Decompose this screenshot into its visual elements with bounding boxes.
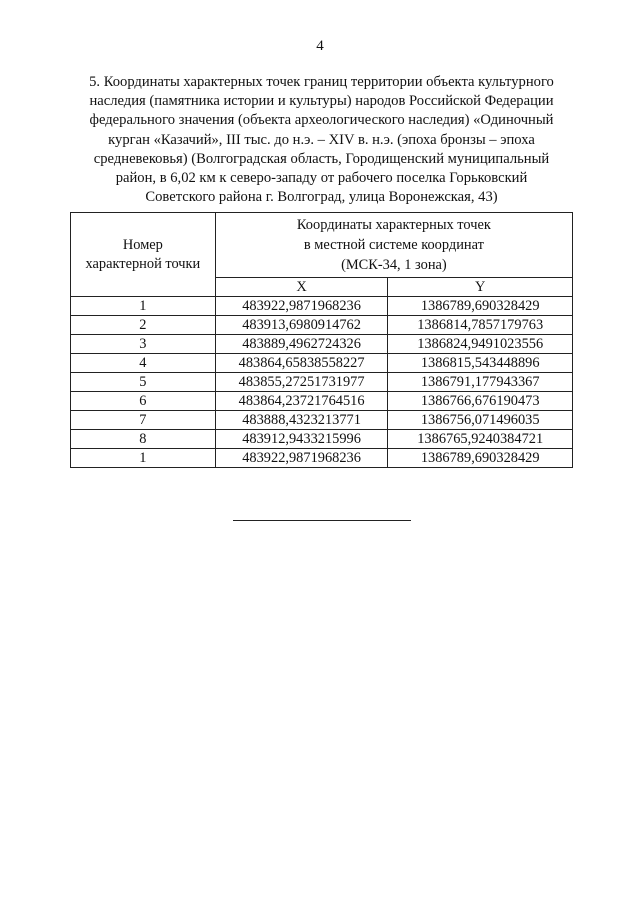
table-row (71, 316, 573, 335)
heading-line: Советского района г. Волгоград, улица Воронежская, 43) (145, 189, 498, 206)
point-number-cell: 1 (71, 297, 216, 316)
table-row (71, 297, 573, 316)
point-number-cell: 5 (71, 373, 216, 392)
point-number-header-line: характерной точки (85, 255, 201, 272)
point-number-cell: 2 (71, 316, 216, 335)
point-number-header-line: Номер (122, 236, 163, 253)
y-coordinate-cell: 1386765,9240384721 (388, 430, 573, 449)
x-coordinate-cell: 483922,9871968236 (215, 449, 388, 468)
x-coordinate-cell: 483864,23721764516 (215, 392, 388, 411)
table-row (71, 335, 573, 354)
coordinate-system-header-line: в местной системе координат (303, 237, 484, 253)
table-row (71, 354, 573, 373)
y-coordinate-cell: 1386815,543448896 (388, 354, 573, 373)
table-row (71, 373, 573, 392)
point-number-cell: 7 (71, 411, 216, 430)
y-coordinate-cell: 1386791,177943367 (388, 373, 573, 392)
point-number-cell: 8 (71, 430, 216, 449)
coordinate-system-header-line: (МСК-34, 1 зона) (341, 257, 447, 273)
point-number-cell: 6 (71, 392, 216, 411)
x-coordinate-cell: 483864,65838558227 (215, 354, 388, 373)
y-column-header: Y (388, 278, 573, 297)
heading-line: курган «Казачий», III тыс. до н.э. – XIV в. н.э. (эпоха бронзы – эпоха (108, 131, 535, 148)
document-heading (70, 73, 573, 207)
coordinate-system-header-line: Координаты характерных точек (296, 217, 491, 233)
table-row (71, 392, 573, 411)
point-number-cell: 1 (71, 449, 216, 468)
coordinate-system-header (215, 213, 572, 278)
heading-line: район, в 6,02 км к северо-западу от рабочего поселка Горьковский (115, 170, 528, 187)
x-coordinate-cell: 483888,4323213771 (215, 411, 388, 430)
point-number-header (71, 213, 216, 297)
table-row (71, 449, 573, 468)
y-coordinate-cell: 1386789,690328429 (388, 449, 573, 468)
x-coordinate-cell: 483922,9871968236 (215, 297, 388, 316)
coordinates-table (70, 212, 573, 468)
y-coordinate-cell: 1386756,071496035 (388, 411, 573, 430)
x-coordinate-cell: 483912,9433215996 (215, 430, 388, 449)
x-coordinate-cell: 483913,6980914762 (215, 316, 388, 335)
heading-line: наследия (памятника истории и культуры) народов Российской Федерации (89, 93, 554, 110)
point-number-cell: 3 (71, 335, 216, 354)
x-column-header: X (215, 278, 388, 297)
point-number-cell: 4 (71, 354, 216, 373)
y-coordinate-cell: 1386814,7857179763 (388, 316, 573, 335)
table-row (71, 430, 573, 449)
separator-line (233, 520, 411, 521)
y-coordinate-cell: 1386824,9491023556 (388, 335, 573, 354)
heading-line: средневековья) (Волгоградская область, Городищенский муниципальный (93, 150, 550, 167)
y-coordinate-cell: 1386766,676190473 (388, 392, 573, 411)
x-coordinate-cell: 483855,27251731977 (215, 373, 388, 392)
y-coordinate-cell: 1386789,690328429 (388, 297, 573, 316)
x-coordinate-cell: 483889,4962724326 (215, 335, 388, 354)
heading-line: 5. Координаты характерных точек границ территории объекта культурного (89, 74, 554, 90)
page-number: 4 (316, 38, 324, 54)
table-row (71, 411, 573, 430)
heading-line: федерального значения (объекта археологического наследия) «Одиночный (89, 112, 554, 129)
